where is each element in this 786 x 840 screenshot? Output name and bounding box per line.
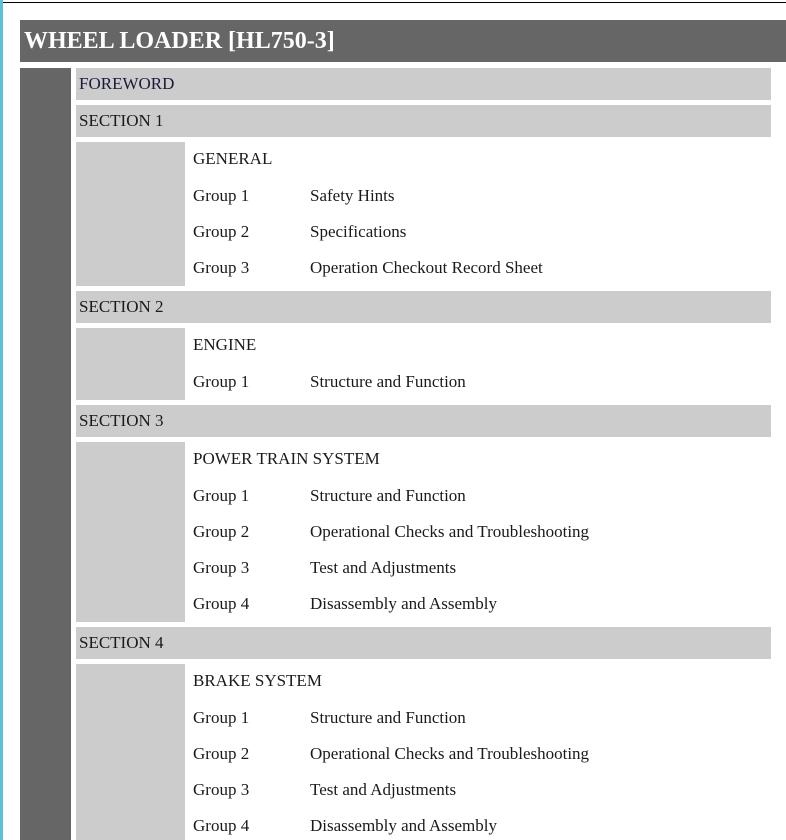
section-3-group-4[interactable] [193, 586, 771, 622]
section-4-topic[interactable]: BRAKE SYSTEM [193, 671, 322, 690]
section-2-header[interactable]: SECTION 2 [76, 291, 771, 323]
section-4-group-3[interactable] [193, 772, 771, 808]
group-label: Group 2 [193, 222, 250, 241]
section-1-group-1[interactable] [193, 178, 771, 214]
section-1-gutter [76, 142, 185, 286]
group-label: Group 4 [193, 816, 250, 835]
window-left-edge [0, 0, 3, 840]
group-title-link[interactable]: Test and Adjustments [310, 780, 457, 799]
section-4-group-4[interactable] [193, 808, 771, 840]
group-label: Group 1 [193, 708, 250, 727]
section-2-group-1[interactable] [193, 364, 771, 400]
section-3-group-1[interactable] [193, 478, 771, 514]
section-1-list [185, 142, 771, 286]
section-3-header[interactable]: SECTION 3 [76, 405, 771, 437]
section-4-group-1[interactable] [193, 700, 771, 736]
group-title-link[interactable]: Operation Checkout Record Sheet [310, 258, 543, 277]
group-title-link[interactable]: Structure and Function [310, 372, 466, 391]
section-2-gutter [76, 328, 185, 400]
group-title-link[interactable]: Structure and Function [310, 708, 466, 727]
group-label: Group 1 [193, 186, 250, 205]
section-2-body [76, 328, 771, 400]
group-label: Group 4 [193, 594, 250, 613]
group-title-link[interactable]: Specifications [310, 222, 407, 241]
section-3-group-3[interactable] [193, 550, 771, 586]
section-1-body [76, 142, 771, 286]
section-3-topic[interactable]: POWER TRAIN SYSTEM [193, 449, 380, 468]
section-4-list [185, 664, 771, 840]
group-label: Group 2 [193, 744, 250, 763]
group-label: Group 3 [193, 780, 250, 799]
section-3-group-2[interactable] [193, 514, 771, 550]
section-4-group-2[interactable] [193, 736, 771, 772]
section-1-group-3[interactable] [193, 250, 771, 286]
group-label: Group 1 [193, 372, 250, 391]
toc-content [76, 68, 771, 840]
foreword-link[interactable]: FOREWORD [76, 68, 771, 100]
group-label: Group 3 [193, 558, 250, 577]
group-title-link[interactable]: Safety Hints [310, 186, 395, 205]
group-title-link[interactable]: Structure and Function [310, 486, 466, 505]
page-title: WHEEL LOADER [HL750-3] [20, 20, 786, 62]
group-title-link[interactable]: Disassembly and Assembly [310, 594, 497, 613]
section-2-topic[interactable]: ENGINE [193, 335, 257, 354]
section-3-list [185, 442, 771, 622]
section-3-body [76, 442, 771, 622]
section-4-header[interactable]: SECTION 4 [76, 627, 771, 659]
group-title-link[interactable]: Operational Checks and Troubleshooting [310, 744, 590, 763]
group-label: Group 2 [193, 522, 250, 541]
section-1-topic[interactable]: GENERAL [193, 149, 273, 168]
group-title-link[interactable]: Disassembly and Assembly [310, 816, 497, 835]
section-2-list [185, 328, 771, 400]
section-1-group-2[interactable] [193, 214, 771, 250]
group-label: Group 1 [193, 486, 250, 505]
section-4-body [76, 664, 771, 840]
section-3-gutter [76, 442, 185, 622]
top-rule [3, 2, 786, 3]
left-sidebar [20, 68, 71, 840]
section-4-gutter [76, 664, 185, 840]
group-title-link[interactable]: Operational Checks and Troubleshooting [310, 522, 590, 541]
section-1-header[interactable]: SECTION 1 [76, 105, 771, 137]
group-label: Group 3 [193, 258, 250, 277]
group-title-link[interactable]: Test and Adjustments [310, 558, 457, 577]
